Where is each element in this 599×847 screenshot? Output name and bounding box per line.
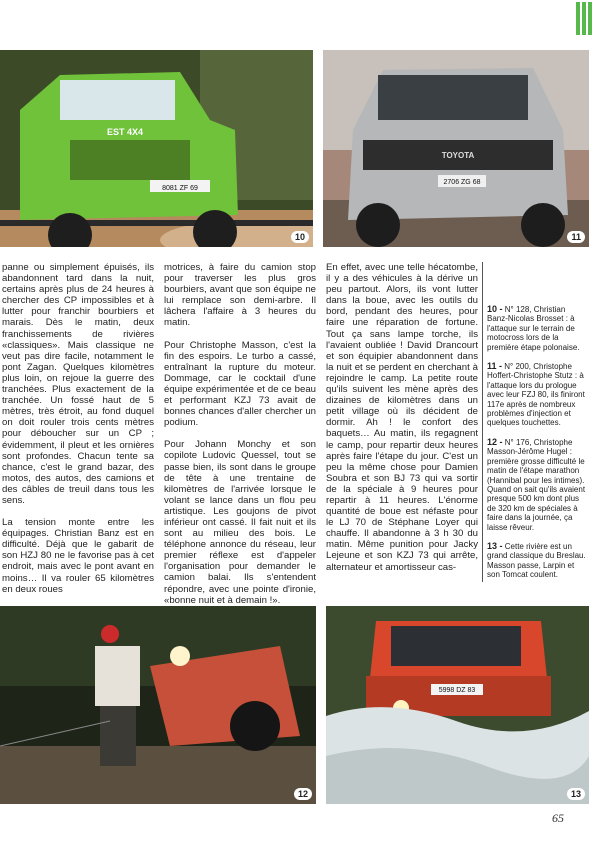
paragraph: motrices, à faire du camion stop pour traverser les plus gros bourbiers, avant que son équipe ne lui remplace son demi-arbre. Il lâchera l'affaire à 3 heures du matin. <box>164 262 316 329</box>
caption: 11 - N° 200, Christophe Hoffert-Christophe Stutz : à l'attaque lors du prologue avec leur FZJ 80, ils finiront 117e après de nombreux problèmes d'injection et quelques touchettes. <box>487 361 585 428</box>
paragraph: La tension monte entre les équipages. Christian Banz est en difficulté. Déjà que le gabarit de son HZJ 80 ne le favorise pas à cet endroit, mais avec le pont avant en moins… Il va rouler 65 kilomètres en deux roues <box>2 517 154 595</box>
article-column-1 <box>2 262 154 606</box>
paragraph: En effet, avec une telle hécatombe, il y a des véhicules à la dérive un peu partout. Alors, ils vont lutter dans la boue, avec les outils du bord, pendant des heures, pour faire une réparation de fortune. Tout ça sans lampe torche, ils l'avaient oubliée ! David Drancourt et son équipier abandonnent dans la nuit et se perdent en cherchant à rejoindre le camp. La petite route qu'ils suivent les mène après des dizaines de kilomètres dans un petit village où ils décident de dormir. Ah ! le confort des baquets… Au matin, ils regagnent le camp, pour repartir deux heures après faire l'étape du jour. C'est un peu la même chose pour Damien Soubra et son BJ 73 qui va sortir de la spéciale à 9 heures pour repartir à 11 heures. L'énorme quantité de boue est néfaste pour le LJ 70 de Stéphane Loyer qui chauffe. Il abandonne à 3 h 30 du matin. Même punition pour Jacky Lejeune et son KZJ 73 qui arrête, alternateur et amortisseur cas- <box>326 262 478 573</box>
paragraph: Pour Christophe Masson, c'est la fin des espoirs. Le turbo a cassé, entraînant la rupture du moteur. Dommage, car le cocktail d'une équipe expérimentée et de ce beau et performant KZJ 73 avait de bonnes chances d'aller chercher un podium. <box>164 339 316 429</box>
photo-captions <box>487 305 587 590</box>
photo-green-truck <box>0 50 313 247</box>
photo-grey-truck <box>323 50 589 247</box>
caption: 12 - N° 176, Christophe Masson-Jérôme Hugel : première grosse difficulté le matin de l'étape marathon (Hannibal pour les intimes). Quand on sait qu'ils avaient presque 500 km dont plus de 320 km de spéciales à faire dans la journée, ça laisse rêveur. <box>487 436 586 532</box>
caption: 10 - N° 128, Christian Banz-Nicolas Brosset : à l'attaque sur le terrain de motocross lors de la première étape polonaise. <box>487 304 580 352</box>
caption: 13 - Cette rivière est un grand classique du Breslau. Masson passe, Larpin et son Tomcat coulent. <box>487 540 586 580</box>
plate-text: 2706 ZG 68 <box>443 179 481 186</box>
photo-badge: 10 <box>291 231 309 243</box>
paragraph: panne ou simplement épuisés, ils abandonnent tard dans la nuit, certains après plus de 24 heures à chercher des CP impossibles et à lutter pour franchir bourbiers et marais. Dès le matin, deux franchissements de rivières «classiques». Mais classique ne veut pas dire facile, notamment le pont Zagan. Quelques kilomètres plus loin, on rejoue la guerre des tranchées. Plus exactement de la tranchée. Un fossé haut de 5 mètres, très étroit, au fond duquel on doit rouler trois cents mètres pour déboucher sur un CP ; évidemment, il pleut et les ornières sont profondes. Chacun tente sa chance, c'est le grand bazar, des motos, des autos, des camions et des câbles de treuil dans tous les sens. <box>2 262 154 506</box>
article-column-2 <box>164 262 316 617</box>
photo-river-crossing <box>326 606 589 804</box>
page-number: 65 <box>552 811 564 825</box>
grille-text: TOYOTA <box>441 151 475 160</box>
column-divider <box>482 262 483 582</box>
plate-text: 5998 DZ 83 <box>438 687 476 694</box>
photo-badge: 12 <box>294 788 312 800</box>
roof-text: EST 4X4 <box>106 127 144 137</box>
paragraph: Pour Johann Monchy et son copilote Ludovic Quessel, tout se passe bien, ils sont dans le groupe de tête à une trentaine de kilomètres de l'arrivée lorsque le volant se lance dans un flou peu artistique. Les goujons de pivot inférieur ont cassé. Il fait nuit et ils sont au milieu des bois. Le téléphone annonce du réseau, leur premier réflexe est d'appeler l'organisation pour demander le camion balai. Ils s'entendent répondre, avec une pointe d'ironie, «bonne nuit et à demain !». <box>164 439 316 606</box>
article-column-3 <box>326 262 478 584</box>
photo-badge: 13 <box>567 788 585 800</box>
plate-text: 8081 ZF 69 <box>162 185 198 192</box>
photo-badge: 11 <box>567 231 585 243</box>
photo-mud-driver <box>0 606 316 804</box>
